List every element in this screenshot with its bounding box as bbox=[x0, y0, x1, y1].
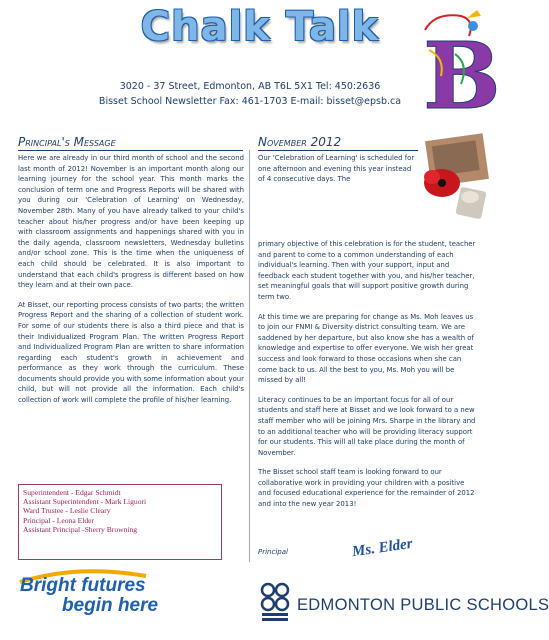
slogan-line-1: Bright futures bbox=[20, 575, 146, 596]
staff-directory-box bbox=[18, 484, 222, 560]
staff-line-assistant-superintendent: Assistant Superintendent - Mark Liguori bbox=[23, 497, 147, 507]
column-divider bbox=[249, 150, 250, 562]
district-name: EDMONTON PUBLIC SCHOOLS bbox=[297, 596, 549, 614]
bisset-school-logo bbox=[415, 8, 501, 130]
november-body bbox=[258, 239, 478, 519]
closing-label: Principal bbox=[258, 548, 288, 556]
principal-signature: Ms. Elder bbox=[351, 535, 414, 561]
staff-line-assistant-principal: Assistant Principal -Sherry Browning bbox=[23, 524, 138, 534]
logo-b-letter: B bbox=[423, 22, 501, 130]
november-heading: November 2012 bbox=[258, 135, 418, 151]
slogan-line-2: begin here bbox=[62, 595, 159, 616]
edmonton-public-schools-logo-icon bbox=[258, 580, 292, 624]
principal-paragraph-1: Here we are already in our third month of school and the second last month of 2012! November is an important month along our learning journey for the school year. This month marks the conclusion of term one and Progress Reports will be shared with you during our 'Celebration of Learning' on Wednesday, November 28th. Many of you have already talked to your child's teacher about his/her progress and/or have been keeping up with classroom assignments and happenings shared with you in the daily agenda, classroom newsletters, Wednesday bulletins and/or school zone. This is the time when the uniqueness of each child should be celebrated. It is also important to understand that each child's progress is different based on how they learn and at their own pace. bbox=[18, 154, 244, 290]
principal-message-heading: Principal's Message bbox=[18, 135, 243, 151]
november-paragraph-2: At this time we are preparing for change as Ms. Moh leaves us to join our FNMI & Diversity district consulting team. We are saddened by her departure, but also know she has a wealth of knowledge and expertise to offer everyone. We wish her great success and look forward to those occasions when she can come back to us. All the best to you, Ms. Moh you will be missed by all! bbox=[258, 312, 474, 385]
staff-line-superintendent: Superintendent - Edgar Schmidt bbox=[23, 488, 121, 497]
newsletter-title: Chalk Talk bbox=[140, 4, 380, 50]
staff-line-principal: Principal - Leona Elder bbox=[23, 515, 95, 525]
school-contact: Bisset School Newsletter Fax: 461-1703 E-mail: bisset@epsb.ca bbox=[98, 96, 402, 107]
principal-message-body bbox=[18, 153, 244, 415]
november-paragraph-4: The Bisset school staff team is looking forward to our collaborative work in providing your children with a positive and focused educational experience for the remainder of 2012 and into the new year 2013! bbox=[258, 468, 475, 509]
school-address: 3020 - 37 Street, Edmonton, AB T6L 5X1 Tel: 450:2636 bbox=[119, 81, 381, 92]
november-paragraph-3: Literacy continues to be an important focus for all of our students and staff here at Bisset and we look forward to a new staff member who will be joining Mrs. Sharpe in the library and to an additional teacher who will be providing literacy support for our students. This will all take place during the month of November. bbox=[258, 395, 476, 457]
slogan bbox=[20, 575, 220, 617]
remembrance-poppy-image bbox=[420, 135, 490, 220]
principal-paragraph-2: At Bisset, our reporting process consists of two parts; the written Progress Report and the sharing of a collection of student work. For some of our students there is also a third piece and that is their Individualized Program Plan. The written Progress Report and Individualized Program Plan are written to share information regarding each student's growth in achievement and performance as they work through the curriculum. These documents should provide you with some information about your child, but will not provide all the information. Each child's collection of work will complete the profile of his/her learning. bbox=[18, 300, 244, 405]
november-intro: Our 'Celebration of Learning' is scheduled for one afternoon and evening this year instead of 4 consecutive days. The bbox=[258, 154, 415, 184]
staff-line-trustee: Ward Trustee - Leslie Cleary bbox=[23, 506, 111, 516]
november-paragraph-1: primary objective of this celebration is for the student, teacher and parent to come to a common understanding of each individual's learning. Then with your support, input and feedback each student together with you, and his/her teacher, set meaningful goals that will support positive growth during term two. bbox=[258, 240, 476, 301]
